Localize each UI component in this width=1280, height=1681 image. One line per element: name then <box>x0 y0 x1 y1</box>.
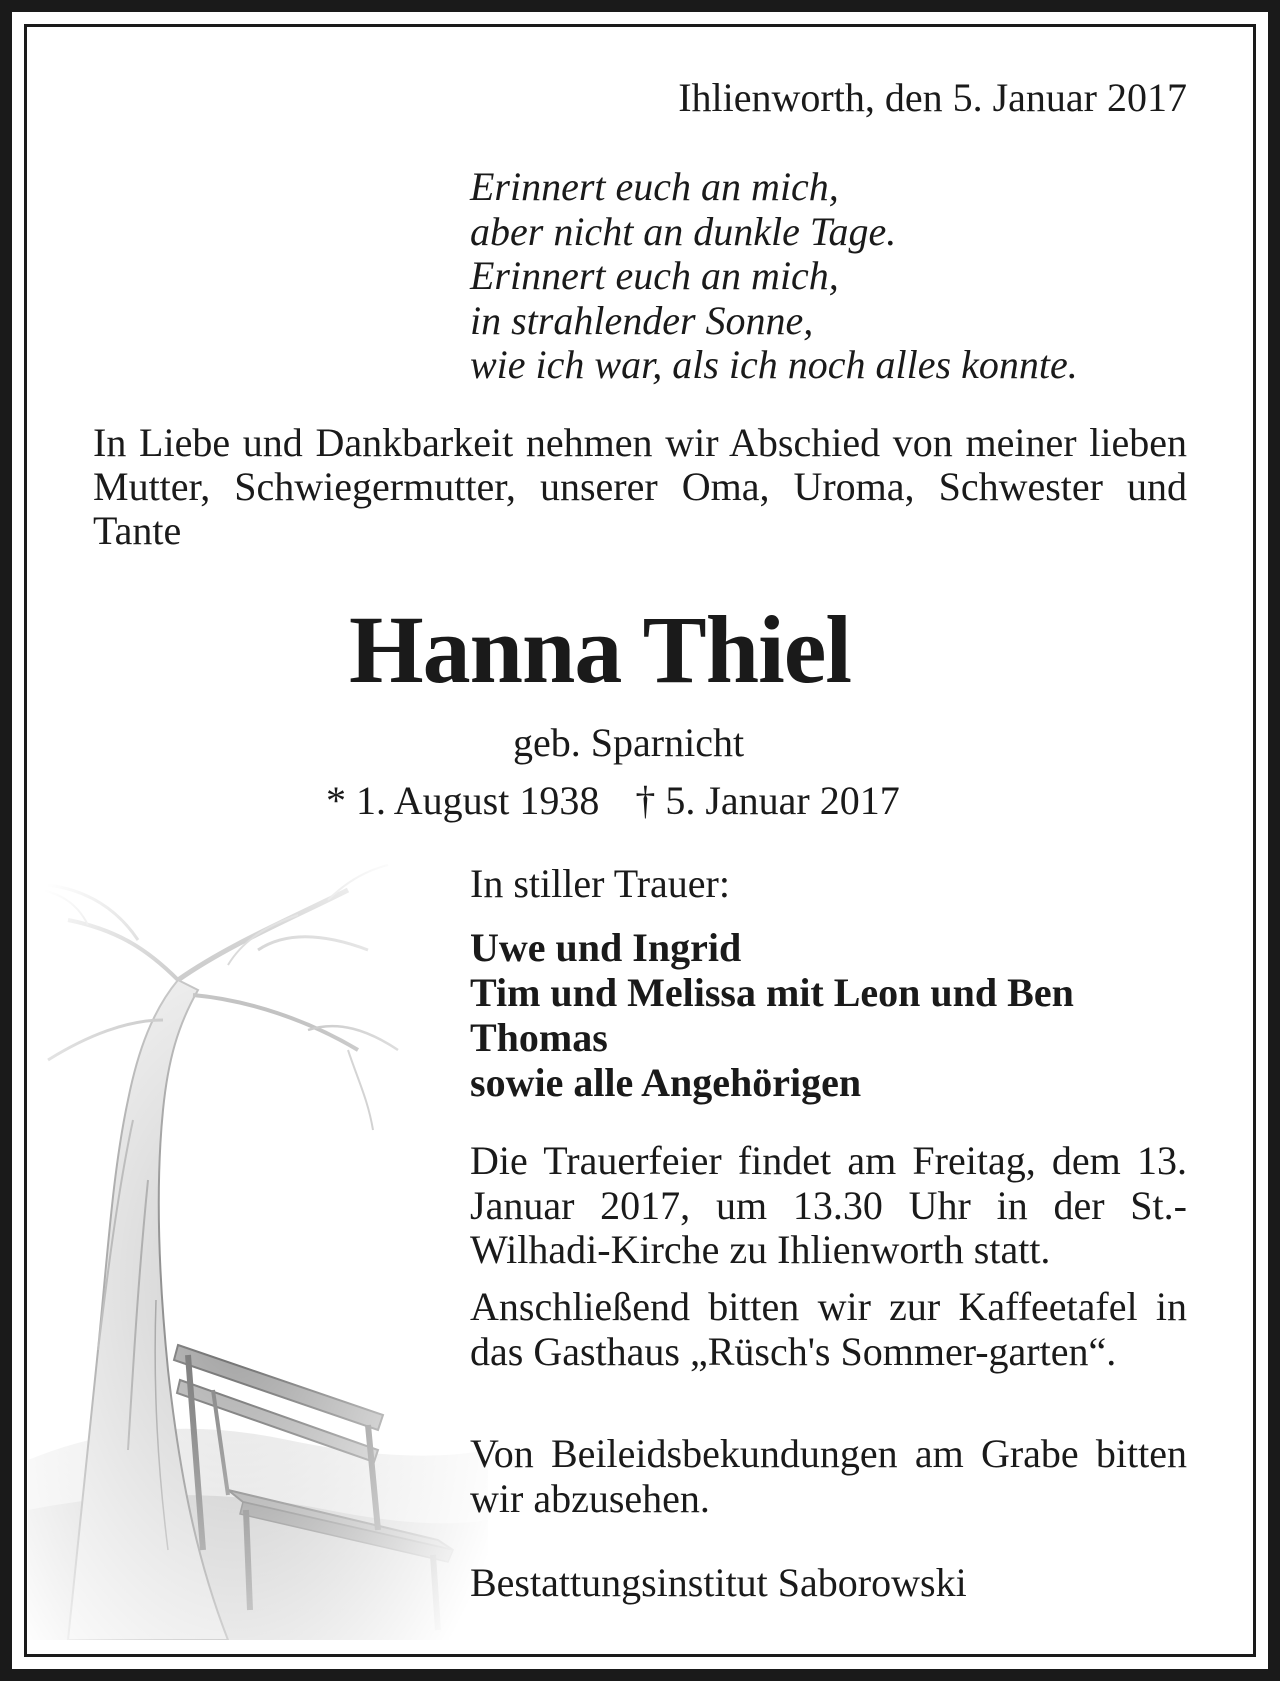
memorial-poem <box>470 165 1078 388</box>
poem-line: Erinnert euch an mich, <box>470 253 839 298</box>
poem-line: wie ich war, als ich noch alles konnte. <box>470 342 1078 387</box>
condolence-info: Von Beileidsbekundungen am Grabe bitten wir abzusehen. <box>470 1431 1187 1521</box>
mourner-line: Uwe und Ingrid <box>470 925 742 970</box>
coffee-info: Anschließend bitten wir zur Kaffeetafel in das Gasthaus „Rüsch's Sommer-garten“. <box>470 1284 1187 1374</box>
birth-date: * 1. August 1938 <box>326 778 600 823</box>
poem-line: in strahlender Sonne, <box>470 297 814 343</box>
deceased-name: Hanna Thiel <box>348 596 852 703</box>
service-info: Die Trauerfeier findet am Freitag, dem 13. Januar 2017, um 13.30 Uhr in der St.-Wilhadi-Kirche zu Ihlienworth statt. <box>470 1138 1187 1272</box>
poem-line: aber nicht an dunkle Tage. <box>470 208 897 254</box>
mourning-label: In stiller Trauer: <box>470 861 730 906</box>
life-dates <box>326 778 900 824</box>
mourner-line: Thomas <box>470 1015 608 1060</box>
intro-text: In Liebe und Dankbarkeit nehmen wir Abschied von meiner lieben Mutter, Schwiegermutter, unserer Oma, Uroma, Schwester und Tante <box>93 420 1187 553</box>
place-date: Ihlienworth, den 5. Januar 2017 <box>678 75 1187 120</box>
tree-bench-illustration <box>28 850 488 1640</box>
mourner-line: Tim und Melissa mit Leon und Ben <box>470 970 1074 1015</box>
mourner-line: sowie alle Angehörigen <box>470 1060 862 1105</box>
death-date: † 5. Januar 2017 <box>635 778 900 823</box>
poem-line: Erinnert euch an mich, <box>470 164 839 209</box>
undertaker: Bestattungsinstitut Saborowski <box>470 1560 967 1605</box>
birth-name: geb. Sparnicht <box>513 720 745 765</box>
mourners-list <box>470 925 1074 1105</box>
